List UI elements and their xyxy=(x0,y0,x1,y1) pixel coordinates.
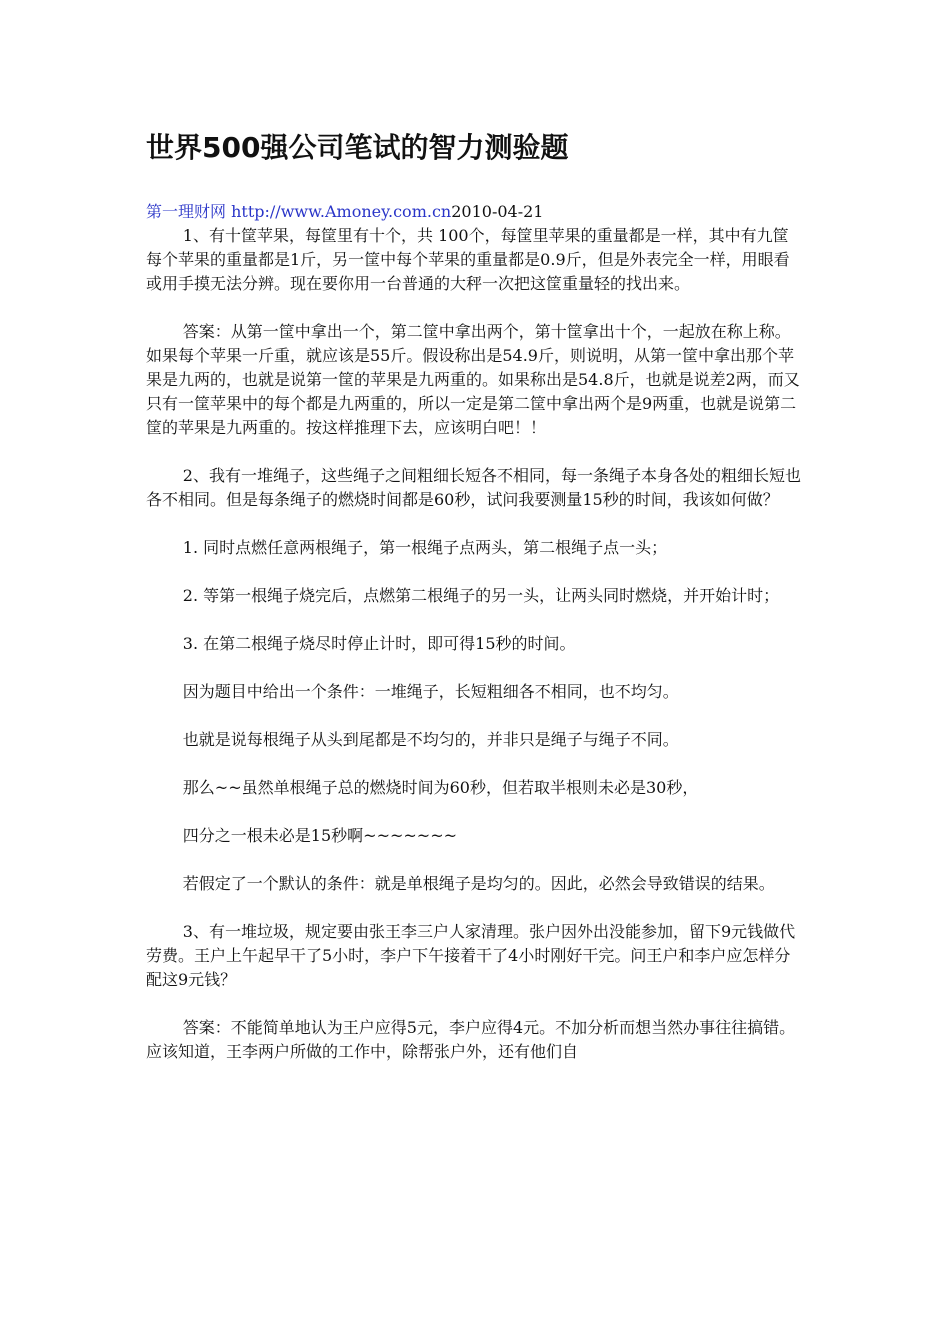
answer-2-step-1: 1. 同时点燃任意两根绳子，第一根绳子点两头，第二根绳子点一头； xyxy=(182,538,668,557)
question-1: 1、有十筐苹果，每筐里有十个，共 100个，每筐里苹果的重量都是一样，其中有九筐每个苹果的重量都是1斤，另一筐中每个苹果的重量都是0.9斤，但是外表完全一样，用眼看或用手摸无法分辨。现在要你用一台普通的大秤一次把这筐重量轻的找出来。 xyxy=(146,226,790,293)
explanation-line-5: 若假定了一个默认的条件：就是单根绳子是均匀的。因此，必然会导致错误的结果。 xyxy=(182,874,775,893)
answer-3: 答案：不能简单地认为王户应得5元，李户应得4元。不加分析而想当然办事往往搞错。应该知道，王李两户所做的工作中，除帮张户外，还有他们自 xyxy=(146,1018,796,1061)
publish-date: 2010-04-21 xyxy=(451,202,544,221)
explanation-line-1: 因为题目中给出一个条件：一堆绳子，长短粗细各不相同，也不均匀。 xyxy=(182,682,679,701)
question-2: 2、我有一堆绳子，这些绳子之间粗细长短各不相同，每一条绳子本身各处的粗细长短也各不相同。但是每条绳子的燃烧时间都是60秒，试问我要测量15秒的时间，我该如何做？ xyxy=(146,466,801,509)
question-3: 3、有一堆垃圾，规定要由张王李三户人家清理。张户因外出没能参加，留下9元钱做代劳费。王户上午起早干了5小时，李户下午接着干了4小时刚好干完。问王户和李户应怎样分配这9元钱？ xyxy=(146,922,796,989)
explanation-line-3: 那么~~虽然单根绳子总的燃烧时间为60秒，但若取半根则未必是30秒， xyxy=(182,778,699,797)
source-name: 第一理财网 xyxy=(146,202,227,221)
source-url[interactable]: http://www.Amoney.com.cn xyxy=(231,202,452,221)
source-line xyxy=(146,200,543,224)
explanation-line-2: 也就是说每根绳子从头到尾都是不均匀的，并非只是绳子与绳子不同。 xyxy=(182,730,679,749)
article-body xyxy=(146,224,802,1064)
answer-2-step-2: 2. 等第一根绳子烧完后，点燃第二根绳子的另一头，让两头同时燃烧，并开始计时； xyxy=(182,586,780,605)
answer-1: 答案：从第一筐中拿出一个，第二筐中拿出两个，第十筐拿出十个，一起放在称上称。如果每个苹果一斤重，就应该是55斤。假设称出是54.9斤，则说明，从第一筐中拿出那个苹果是九两的，也就是说第一筐的苹果是九两重的。如果称出是54.8斤，也就是说差2两，而又只有一筐苹果中的每个都是九两重的，所以一定是第二筐中拿出两个是9两重，也就是说第二筐的苹果是九两重的。按这样推理下去，应该明白吧！！ xyxy=(146,322,800,437)
answer-2-step-3: 3. 在第二根绳子烧尽时停止计时，即可得15秒的时间。 xyxy=(182,634,576,653)
document-title: 世界500强公司笔试的智力测验题 xyxy=(146,131,569,164)
explanation-line-4: 四分之一根未必是15秒啊~~~~~~~ xyxy=(182,826,458,845)
